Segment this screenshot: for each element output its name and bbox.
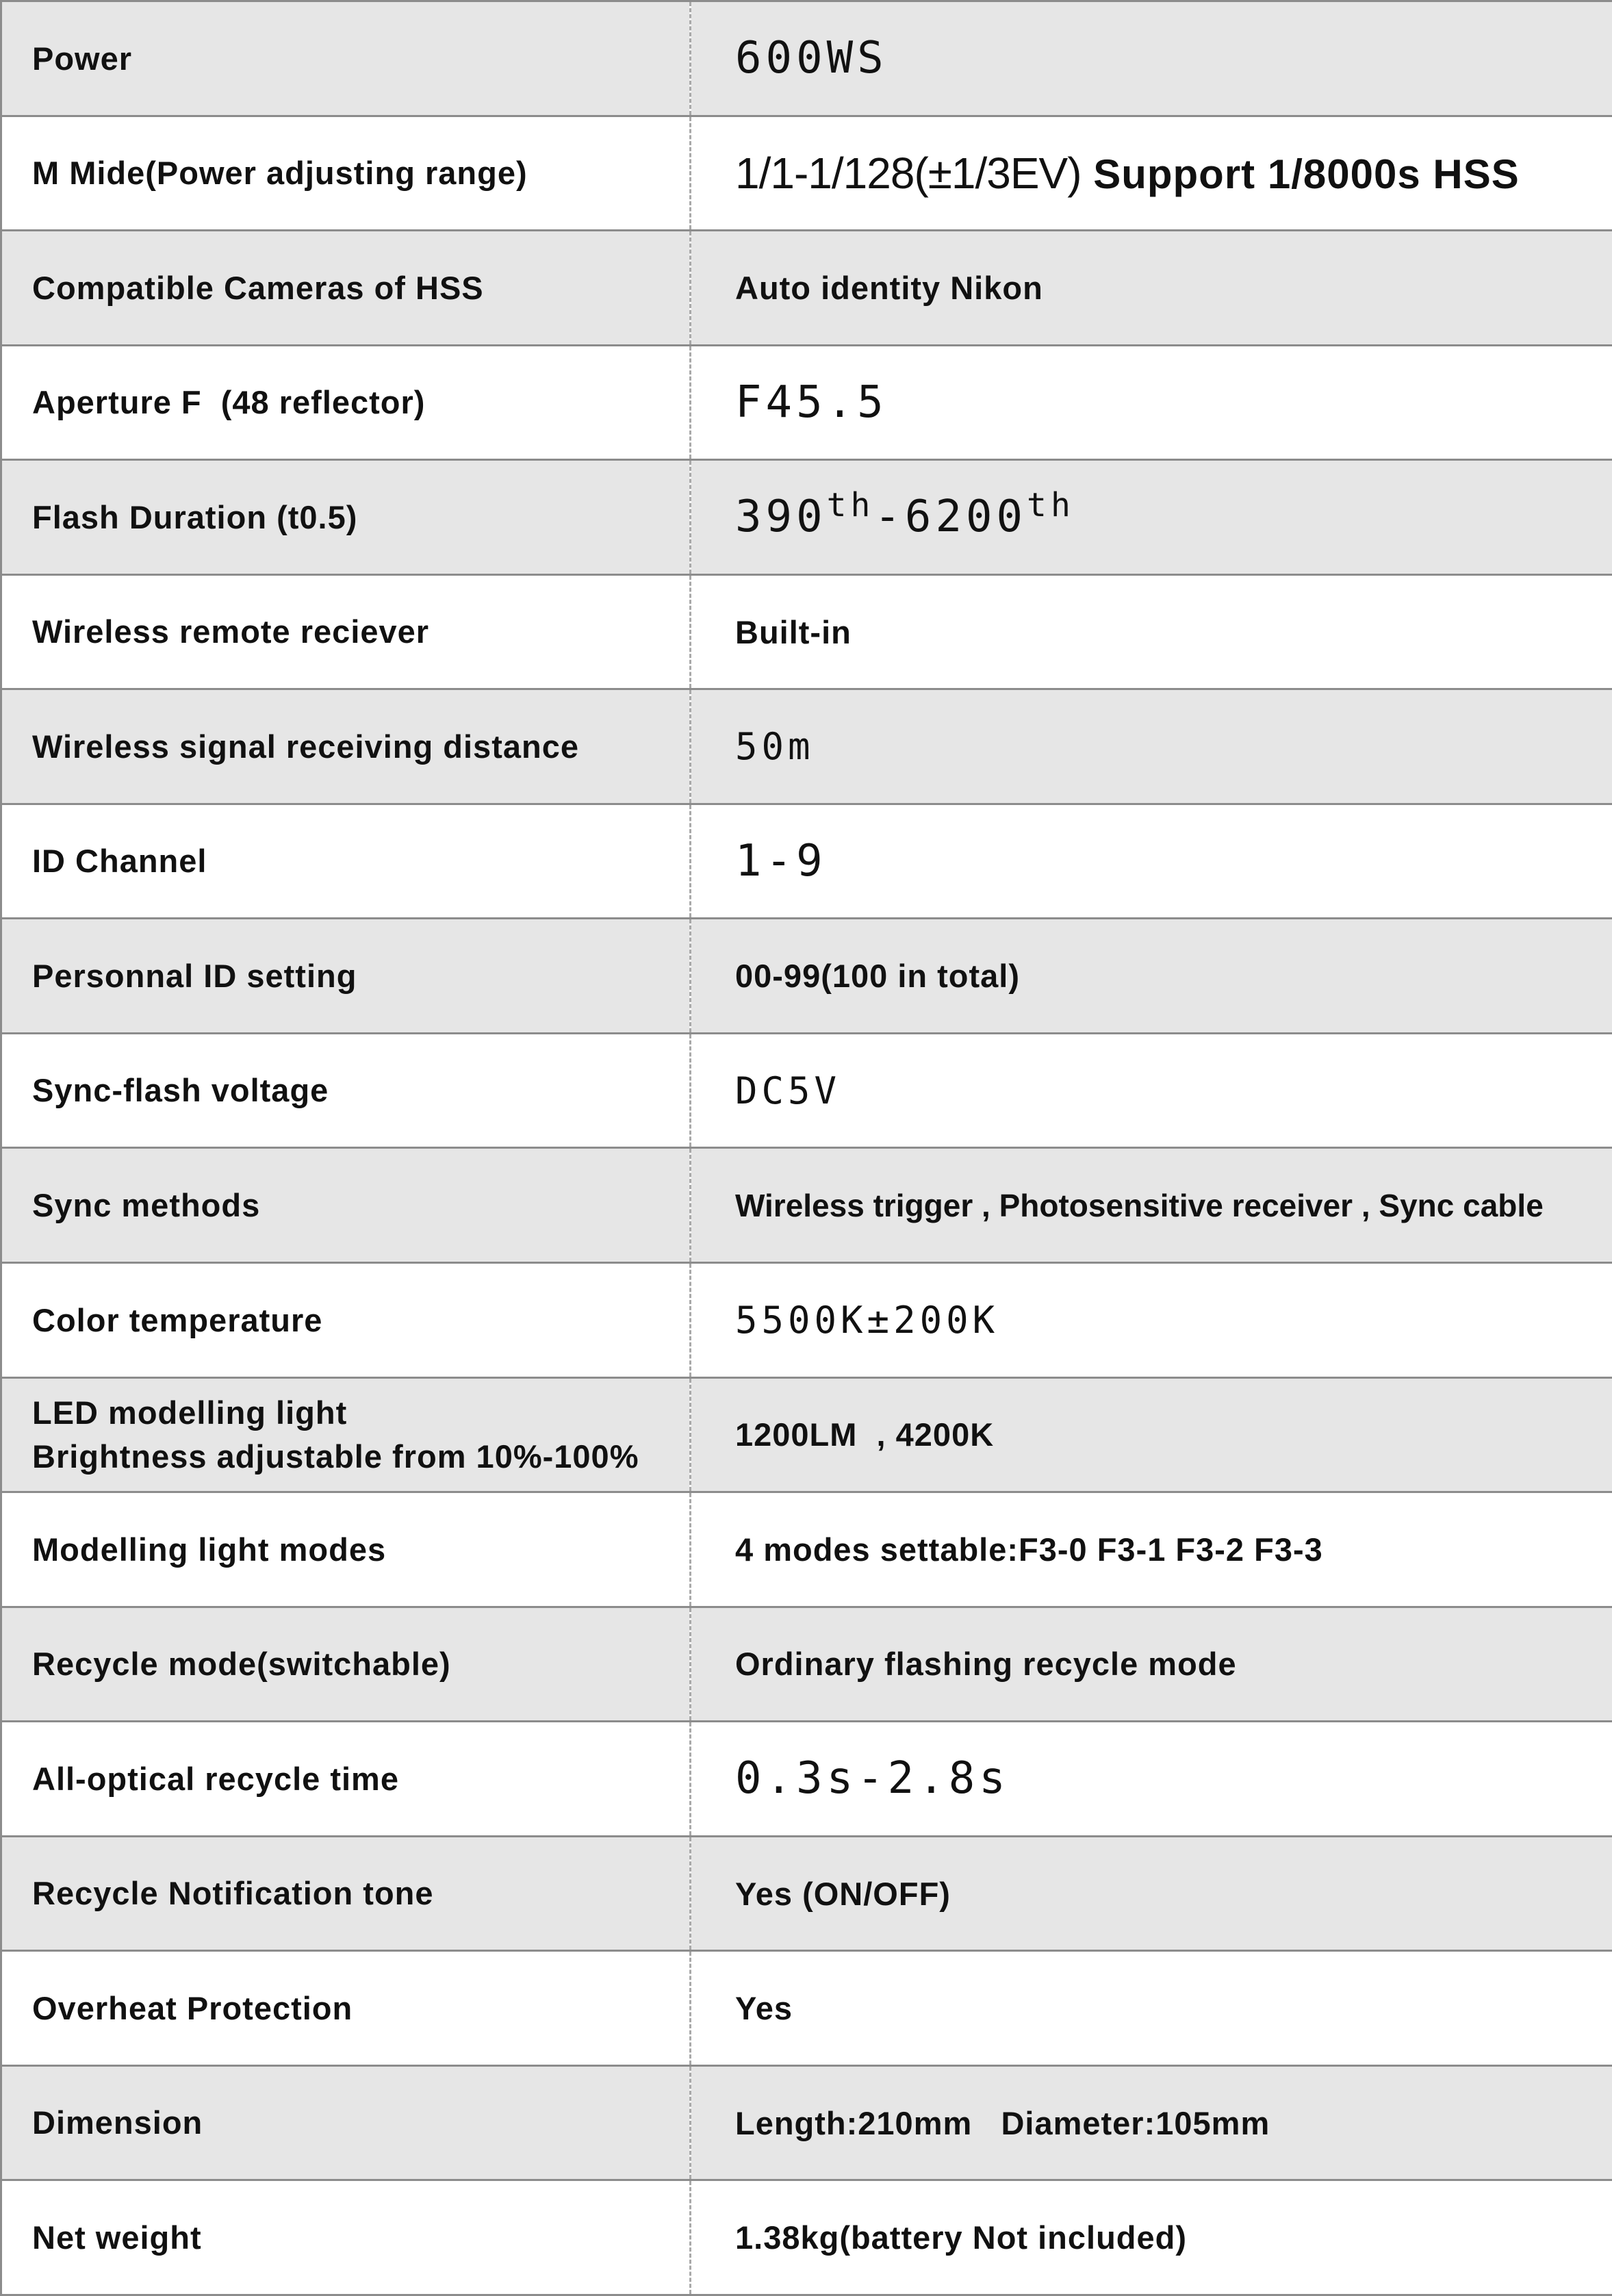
spec-value-text: 600WS — [735, 33, 888, 84]
spec-row-id-channel — [1, 804, 1612, 919]
spec-value-text: 1-9 — [735, 836, 827, 887]
spec-label-line: Brightness adjustable from 10%-100% — [32, 1438, 639, 1475]
spec-value-text: 4 modes settable:F3-0 F3-1 F3-2 F3-3 — [735, 1531, 1323, 1568]
spec-value-text: Length:210mm Diameter:105mm — [735, 2104, 1270, 2141]
spec-value — [691, 2180, 1612, 2295]
spec-value-end-suffix: th — [1027, 486, 1075, 525]
spec-row-dimension — [1, 2065, 1612, 2180]
spec-row-overheat-protection — [1, 1951, 1612, 2066]
spec-value — [691, 804, 1612, 919]
spec-value — [691, 1607, 1612, 1722]
spec-value — [691, 1492, 1612, 1607]
spec-value — [691, 1951, 1612, 2066]
spec-value — [691, 345, 1612, 460]
spec-value — [691, 1377, 1612, 1492]
spec-value-text: DC5V — [735, 1069, 841, 1112]
spec-label: Power — [1, 1, 691, 116]
spec-label: Color temperature — [1, 1263, 691, 1378]
spec-value-range: 1/1-1/128(±1/3EV) — [735, 148, 1082, 198]
spec-label — [1, 1377, 691, 1492]
spec-label: Personnal ID setting — [1, 919, 691, 1034]
spec-row-compatible-cameras — [1, 231, 1612, 346]
spec-row-sync-methods — [1, 1148, 1612, 1263]
spec-row-modelling-modes — [1, 1492, 1612, 1607]
spec-value-text: F45.5 — [735, 377, 888, 428]
spec-value — [691, 1033, 1612, 1148]
spec-value — [691, 574, 1612, 689]
spec-value-text: 00-99(100 in total) — [735, 958, 1021, 995]
spec-label: Sync-flash voltage — [1, 1033, 691, 1148]
spec-value-start-suffix: th — [826, 486, 875, 525]
spec-value-text: Auto identity Nikon — [735, 269, 1043, 306]
spec-label-line: LED modelling light — [32, 1394, 348, 1431]
spec-value-start: 390 — [735, 492, 827, 543]
spec-label: Wireless signal receiving distance — [1, 689, 691, 804]
spec-row-recycle-mode — [1, 1607, 1612, 1722]
spec-row-m-mode — [1, 116, 1612, 231]
spec-value — [691, 2065, 1612, 2180]
spec-row-power — [1, 1, 1612, 116]
spec-label: Modelling light modes — [1, 1492, 691, 1607]
spec-label: Recycle mode(switchable) — [1, 1607, 691, 1722]
spec-row-recycle-time — [1, 1722, 1612, 1837]
spec-label: ID Channel — [1, 804, 691, 919]
spec-row-sync-voltage — [1, 1033, 1612, 1148]
spec-label: All-optical recycle time — [1, 1722, 691, 1837]
spec-value-text: 5500K±200K — [735, 1298, 999, 1342]
spec-label: Compatible Cameras of HSS — [1, 231, 691, 346]
spec-label: Dimension — [1, 2065, 691, 2180]
spec-value-text: 0.3s-2.8s — [735, 1753, 1010, 1804]
spec-label: Sync methods — [1, 1148, 691, 1263]
spec-row-wireless-receiver — [1, 574, 1612, 689]
spec-value-text: Yes (ON/OFF) — [735, 1875, 951, 1912]
spec-label: Net weight — [1, 2180, 691, 2295]
spec-row-led-modelling-light — [1, 1377, 1612, 1492]
spec-value-text: Yes — [735, 1990, 793, 2027]
spec-row-flash-duration — [1, 460, 1612, 575]
spec-row-personal-id — [1, 919, 1612, 1034]
spec-label: M Mide(Power adjusting range) — [1, 116, 691, 231]
spec-value-text: Built-in — [735, 613, 852, 650]
spec-row-wireless-distance — [1, 689, 1612, 804]
spec-value — [691, 116, 1612, 231]
spec-value — [691, 689, 1612, 804]
spec-value-text: 1200LM , 4200K — [735, 1416, 995, 1453]
spec-value-hss: Support 1/8000s HSS — [1081, 151, 1520, 197]
spec-value — [691, 1, 1612, 116]
spec-value — [691, 231, 1612, 346]
spec-value — [691, 1836, 1612, 1951]
spec-value — [691, 919, 1612, 1034]
spec-value-text: Ordinary flashing recycle mode — [735, 1646, 1237, 1683]
spec-value — [691, 1263, 1612, 1378]
spec-value-text: Wireless trigger , Photosensitive receiver , Sync cable — [735, 1187, 1544, 1223]
spec-value-text: 50m — [735, 725, 815, 769]
spec-label: Wireless remote reciever — [1, 574, 691, 689]
spec-value — [691, 1148, 1612, 1263]
spec-label: Overheat Protection — [1, 1951, 691, 2066]
spec-value — [691, 1722, 1612, 1837]
spec-row-color-temperature — [1, 1263, 1612, 1378]
spec-row-net-weight — [1, 2180, 1612, 2295]
spec-label: Flash Duration (t0.5) — [1, 460, 691, 575]
spec-label: Aperture F (48 reflector) — [1, 345, 691, 460]
spec-label: Recycle Notification tone — [1, 1836, 691, 1951]
spec-value-text: 1.38kg(battery Not included) — [735, 2219, 1187, 2256]
spec-value-end: -6200 — [874, 492, 1027, 543]
spec-row-aperture — [1, 345, 1612, 460]
spec-value — [691, 460, 1612, 575]
spec-row-notification-tone — [1, 1836, 1612, 1951]
